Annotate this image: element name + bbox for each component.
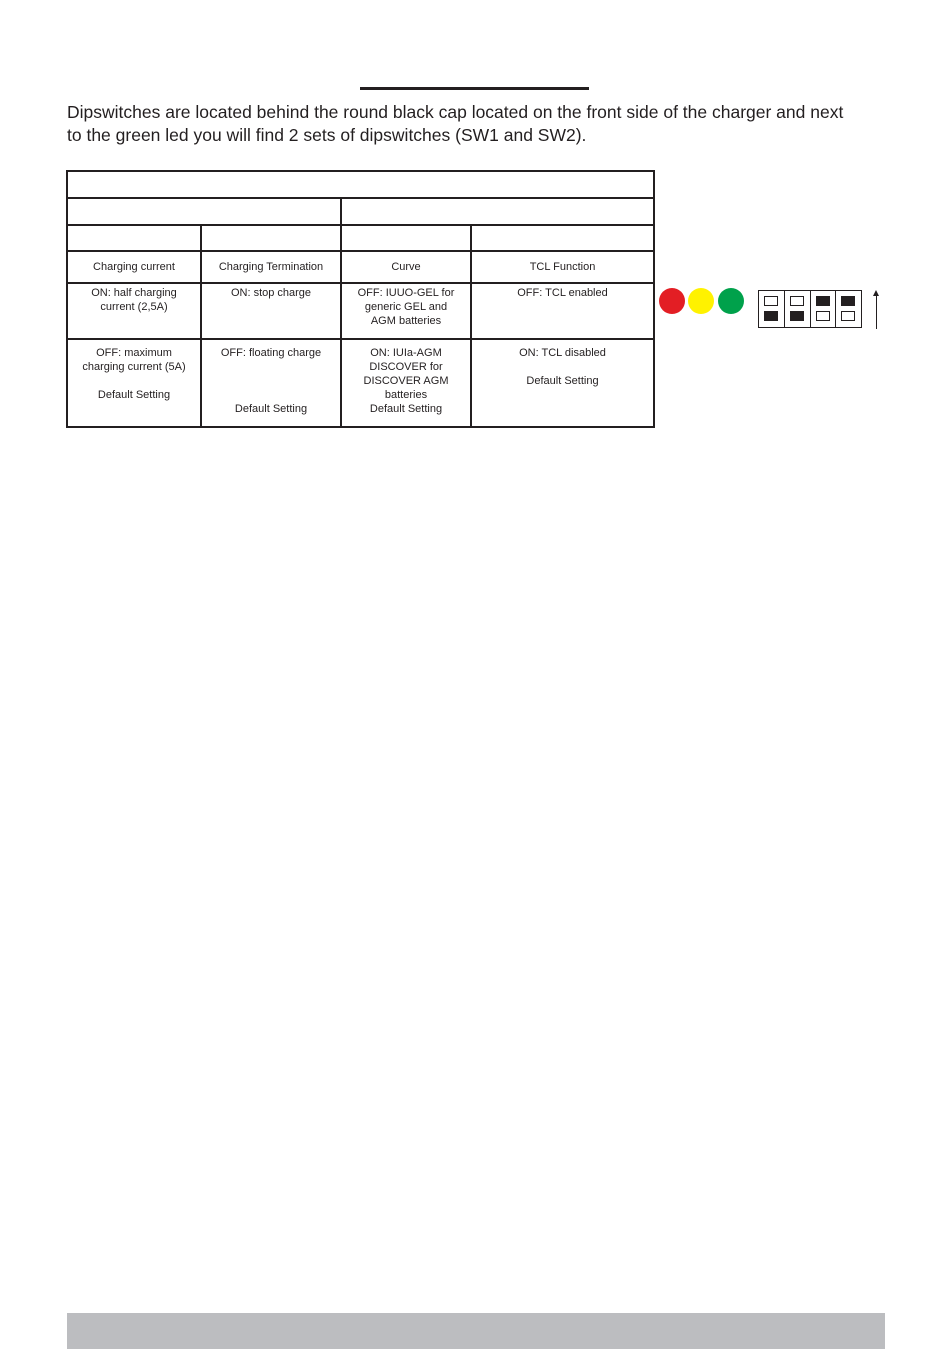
on-charging-current-text: ON: half charging current (2,5A) bbox=[91, 287, 177, 313]
dipswitch-block bbox=[758, 290, 862, 328]
switch-lever bbox=[790, 311, 804, 321]
table-switch-row bbox=[67, 225, 654, 251]
table-group-row bbox=[67, 198, 654, 225]
group-cell-sw1 bbox=[67, 198, 341, 225]
table-title-row bbox=[67, 171, 654, 198]
switch-cell-1 bbox=[67, 225, 201, 251]
dipswitch-2 bbox=[785, 291, 811, 327]
dipswitch-3 bbox=[811, 291, 837, 327]
switch-cell-3 bbox=[341, 225, 471, 251]
on-termination-text: ON: stop charge bbox=[230, 287, 312, 299]
cell-off-charging-current bbox=[67, 339, 201, 427]
off-termination-text: OFF: floating charge bbox=[220, 347, 322, 359]
off-tcl-text: ON: TCL disabled bbox=[519, 347, 606, 359]
dipswitch-1 bbox=[759, 291, 785, 327]
switch-slot-bottom bbox=[816, 311, 830, 321]
switch-slot-top bbox=[764, 296, 778, 306]
cell-on-tcl bbox=[471, 283, 654, 339]
intro-paragraph bbox=[67, 101, 897, 147]
cell-on-charging-current bbox=[67, 283, 201, 339]
group-cell-sw2 bbox=[341, 198, 654, 225]
default-setting-label: Default Setting bbox=[234, 403, 308, 415]
switch-slot-top bbox=[790, 296, 804, 306]
table-row-off bbox=[67, 339, 654, 427]
default-setting-label: Default Setting bbox=[97, 389, 171, 401]
red-led bbox=[659, 288, 685, 314]
footer-bar bbox=[67, 1313, 885, 1349]
cell-on-curve bbox=[341, 283, 471, 339]
yellow-led bbox=[688, 288, 714, 314]
switch-cell-4 bbox=[471, 225, 654, 251]
switch-cell-2 bbox=[201, 225, 341, 251]
default-setting-label: Default Setting bbox=[369, 403, 443, 415]
table-row-on bbox=[67, 283, 654, 339]
dipswitch-table bbox=[66, 170, 655, 428]
switch-slot-bottom bbox=[841, 311, 855, 321]
switch-lever bbox=[816, 296, 830, 306]
dipswitch-4 bbox=[836, 291, 861, 327]
switch-lever bbox=[764, 311, 778, 321]
cell-on-termination bbox=[201, 283, 341, 339]
table-header-row bbox=[67, 251, 654, 283]
default-setting-label: Default Setting bbox=[526, 375, 599, 387]
off-curve-text: ON: IUIa-AGM DISCOVER for DISCOVER AGM batteries bbox=[363, 347, 449, 401]
cell-off-termination bbox=[201, 339, 341, 427]
title-underline bbox=[360, 87, 589, 90]
table-title-cell bbox=[67, 171, 654, 198]
green-led bbox=[718, 288, 744, 314]
header-curve: Curve bbox=[341, 251, 471, 283]
intro-line-1: Dipswitches are located behind the round black cap located on the front side of the charger and next bbox=[67, 102, 844, 122]
up-arrow-shaft bbox=[876, 294, 877, 329]
on-tcl-text: OFF: TCL enabled bbox=[517, 287, 608, 299]
header-charging-termination: Charging Termination bbox=[201, 251, 341, 283]
off-charging-current-text: OFF: maximum charging current (5A) bbox=[82, 347, 186, 373]
header-tcl-function: TCL Function bbox=[471, 251, 654, 283]
cell-off-tcl bbox=[471, 339, 654, 427]
header-charging-current: Charging current bbox=[67, 251, 201, 283]
intro-line-2: to the green led you will find 2 sets of dipswitches (SW1 and SW2). bbox=[67, 125, 587, 145]
on-curve-text: OFF: IUUO-GEL for generic GEL and AGM batteries bbox=[357, 287, 455, 327]
cell-off-curve bbox=[341, 339, 471, 427]
switch-lever bbox=[841, 296, 855, 306]
